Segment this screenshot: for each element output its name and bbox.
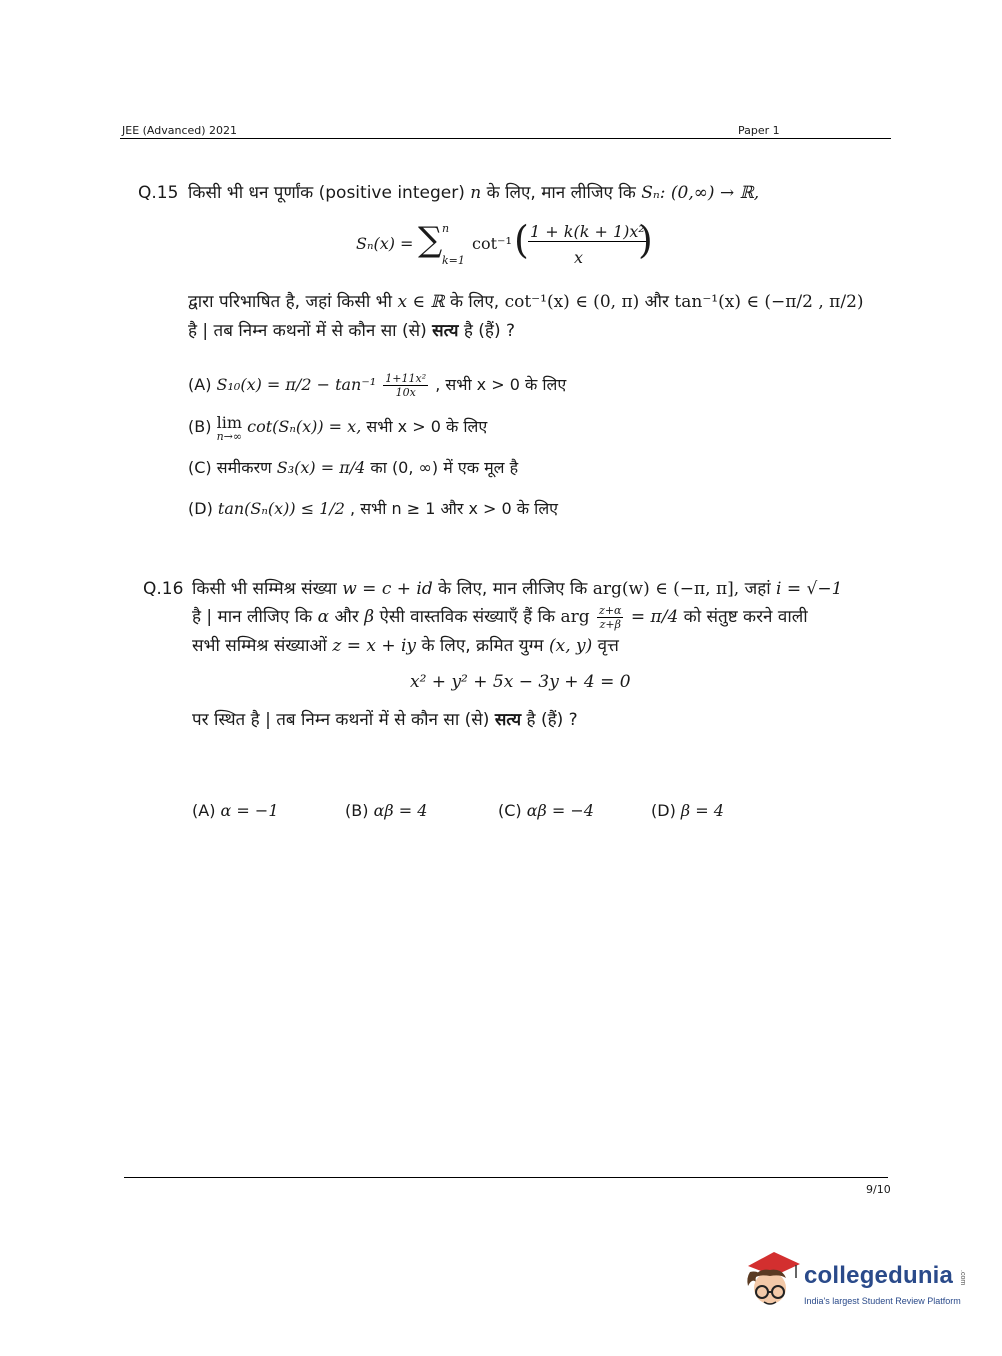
q16-line1-c: जहां xyxy=(744,579,771,599)
q16-opt-math: β = 4 xyxy=(680,801,724,820)
q15-opt-a-math: S₁₀(x) = π/2 − tan⁻¹ xyxy=(216,375,377,394)
q16-line1-w: w = c + id xyxy=(342,579,433,599)
q15-def-lhs: Sₙ(x) = xyxy=(356,234,414,253)
q16-line2-den: z+β xyxy=(599,617,621,631)
q15-line3 xyxy=(188,316,515,346)
q15-def-sum-bottom: k=1 xyxy=(442,254,465,267)
q16-line2-c: ऐसी वास्तविक संख्याएँ हैं कि xyxy=(379,607,556,627)
q15-option-d xyxy=(188,497,558,519)
q16-opt-math: αβ = −4 xyxy=(526,801,594,820)
q16-line1-b: के लिए, मान लीजिए कि xyxy=(438,579,588,599)
q16-line2-beta: β xyxy=(364,607,375,627)
mascot-icon xyxy=(740,1248,802,1314)
q15-line3-a: है | तब निम्न कथनों में से कौन सा (से) xyxy=(188,321,427,341)
q16-circle-equation: x² + y² + 5x − 3y + 4 = 0 xyxy=(410,672,631,692)
q16-option-b xyxy=(345,801,427,820)
q15-intro xyxy=(188,178,759,208)
q16-number: Q.16 xyxy=(143,579,184,599)
q16-line4-bold: सत्य xyxy=(494,710,522,730)
q15-intro-map: Sₙ: (0,∞) → ℝ, xyxy=(641,183,760,203)
q15-opt-a-den: 10x xyxy=(395,386,416,399)
q16-line1 xyxy=(192,574,842,604)
q15-def-sum: ∑ xyxy=(418,220,443,260)
q15-number: Q.15 xyxy=(138,183,179,203)
q15-opt-b-lim: lim xyxy=(216,413,242,432)
q16-option-d xyxy=(651,801,724,820)
q16-line3-c: वृत्त xyxy=(597,636,619,656)
q15-def-den: x xyxy=(574,248,584,267)
q16-line1-a: किसी भी सम्मिश्र संख्या xyxy=(192,579,337,599)
q15-opt-a-num: 1+11x² xyxy=(385,372,427,385)
q15-opt-c-text-a: समीकरण xyxy=(216,458,272,477)
q15-opt-c-text-b: का (0, ∞) में एक मूल है xyxy=(370,458,519,477)
q16-line3-a: सभी सम्मिश्र संख्याओं xyxy=(192,636,327,656)
q15-option-c xyxy=(188,456,518,478)
q15-line2-tan: tan⁻¹(x) ∈ (−π/2 , π/2) xyxy=(674,292,864,312)
q15-opt-a-label: (A) xyxy=(188,375,212,394)
q15-line2 xyxy=(188,287,864,317)
q15-def-cot: cot⁻¹ xyxy=(472,234,512,253)
collegedunia-logo xyxy=(740,1248,970,1314)
q15-opt-a-text: , सभी x > 0 के लिए xyxy=(435,375,567,394)
q16-line2-a: है | मान लीजिए कि xyxy=(192,607,313,627)
logo-name xyxy=(804,1262,953,1290)
q15-opt-b-text: सभी x > 0 के लिए xyxy=(366,417,488,436)
q15-intro-a: किसी भी धन पूर्णांक (positive integer) xyxy=(188,183,465,203)
q15-line2-x: x ∈ ℝ xyxy=(397,292,445,312)
q16-opt-label: (D) xyxy=(651,801,676,820)
q15-intro-b: के लिए, मान लीजिए कि xyxy=(486,183,636,203)
q15-option-a xyxy=(188,372,566,399)
q16-line2-num: z+α xyxy=(599,603,622,617)
q15-option-b xyxy=(188,415,487,443)
q15-opt-b-label: (B) xyxy=(188,417,212,436)
q16-opt-math: α = −1 xyxy=(220,801,279,820)
q15-def-rparen: ) xyxy=(638,218,653,262)
logo-name-text: collegedunia xyxy=(804,1262,954,1289)
q16-line2 xyxy=(192,602,808,632)
q15-opt-b-lim-sub: n→∞ xyxy=(216,430,243,443)
page-number: 9/10 xyxy=(866,1183,891,1196)
q15-def-lparen: ( xyxy=(514,218,529,262)
q16-line2-b: और xyxy=(334,607,359,627)
q15-opt-a-frac xyxy=(383,372,428,399)
q16-line3-b: के लिए, क्रमित युग्म xyxy=(421,636,544,656)
q16-line1-i: i = √−1 xyxy=(776,579,843,599)
q15-opt-d-label: (D) xyxy=(188,499,213,518)
header-right: Paper 1 xyxy=(738,124,780,137)
q16-line3-pair: (x, y) xyxy=(548,636,593,656)
q16-line2-alpha: α xyxy=(317,607,330,627)
q15-line2-b: के लिए, xyxy=(449,292,500,312)
q16-line2-d: को संतुष्ट करने वाली xyxy=(683,607,808,627)
q16-line3-z: z = x + iy xyxy=(332,636,417,656)
q16-opt-math: αβ = 4 xyxy=(373,801,428,820)
q16-line4-b: है (हैं) ? xyxy=(526,710,578,730)
q15-line2-and: और xyxy=(644,292,670,312)
q15-line3-bold: सत्य xyxy=(432,321,459,341)
q15-line3-b: है (हैं) ? xyxy=(463,321,516,341)
q15-opt-b-limit xyxy=(217,415,242,443)
q16-line2-frac xyxy=(597,604,623,631)
q15-def-num: 1 + k(k + 1)x² xyxy=(530,222,645,241)
q15-opt-c-math: S₃(x) = π/4 xyxy=(276,458,366,477)
header-left: JEE (Advanced) 2021 xyxy=(122,124,238,137)
q15-opt-d-math: tan(Sₙ(x)) ≤ 1/2 xyxy=(217,499,345,518)
q15-opt-b-math: cot(Sₙ(x)) = x, xyxy=(247,417,362,436)
q16-option-a xyxy=(192,801,279,820)
q16-option-c xyxy=(498,801,594,820)
header-rule xyxy=(120,138,891,139)
q16-line1-arg: arg(w) ∈ (−π, π], xyxy=(592,579,740,599)
q16-opt-label: (B) xyxy=(345,801,369,820)
q16-line2-arg: arg xyxy=(560,607,590,627)
logo-suffix: .com xyxy=(959,1270,966,1286)
footer-rule xyxy=(124,1177,888,1178)
q15-line2-cot: cot⁻¹(x) ∈ (0, π) xyxy=(504,292,640,312)
q15-opt-c-label: (C) xyxy=(188,458,212,477)
logo-tagline: India's largest Student Review Platform xyxy=(804,1296,961,1306)
q15-line2-a: द्वारा परिभाषित है, जहां किसी भी xyxy=(188,292,393,312)
q15-intro-n: n xyxy=(470,183,482,203)
q15-opt-d-text: , सभी n ≥ 1 और x > 0 के लिए xyxy=(350,499,559,518)
q16-line2-eq: = π/4 xyxy=(630,607,679,627)
q16-line3 xyxy=(192,631,619,661)
q16-opt-label: (A) xyxy=(192,801,216,820)
q16-line4-a: पर स्थित है | तब निम्न कथनों में से कौन सा (से) xyxy=(192,710,490,730)
q16-line4 xyxy=(192,705,578,735)
q16-opt-label: (C) xyxy=(498,801,522,820)
q15-def-sum-top: n xyxy=(442,222,450,235)
